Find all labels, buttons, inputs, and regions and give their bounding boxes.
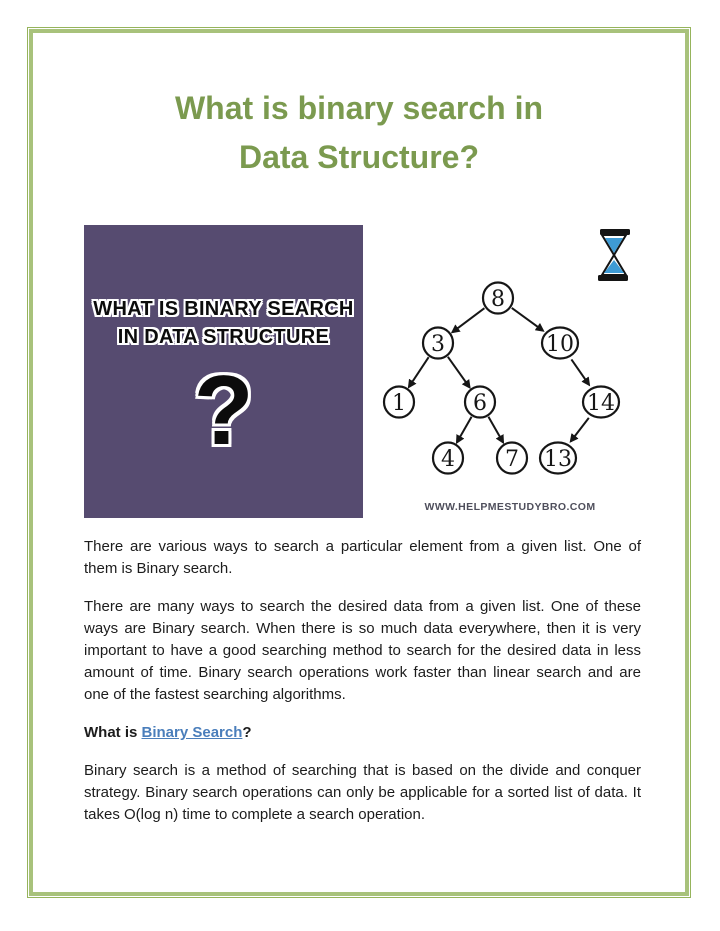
tree-node-label-3: 3 [431,332,445,357]
article-thumbnail [84,225,363,518]
thumbnail-heading [84,295,363,351]
paragraph-3: Binary search is a method of searching that is based on the divide and conquer strategy. Binary search operations can only be applicable for a sorted list of data. It takes O(log n) time to complete a search operation. [84,762,641,823]
tree-edge-3-1 [409,357,429,387]
tree-edge-10-14 [571,359,589,384]
watermark-text: WWW.HELPMESTUDYBRO.COM [424,501,596,513]
tree-edge-3-6 [448,357,470,387]
binary-tree-svg [380,278,640,478]
tree-node-label-6: 6 [473,391,487,416]
tree-node-label-8: 8 [491,287,505,312]
tree-node-label-4: 4 [441,447,455,472]
paragraph-2: There are many ways to search the desired data from a given list. One of these ways are Binary search. When there is so much data everywhere, then it is very important to have a good searching method to search for the desired data in less amount of time. Binary search operations work faster than linear search and are one of the fastest searching algorithms. [84,598,641,703]
tree-node-label-7: 7 [505,447,519,472]
section-question [84,722,641,744]
hourglass-top-cap [600,229,630,235]
binary-search-link[interactable]: Binary Search [141,724,243,741]
question-suffix: ? [242,724,252,741]
page-title-line1: What is binary search in [174,90,544,126]
tree-node-label-13: 13 [544,447,572,472]
hourglass-icon [597,228,631,282]
question-prefix: What is [84,724,142,741]
tree-node-label-14: 14 [587,391,615,416]
tree-edge-6-7 [488,417,503,443]
tree-node-label-10: 10 [546,332,574,357]
tree-edge-14-13 [571,418,589,441]
thumbnail-heading-line1: WHAT IS BINARY SEARCH [93,298,354,320]
article-body [84,536,641,842]
tree-edge-8-3 [452,308,484,332]
page-title [27,84,691,182]
tree-edge-6-4 [457,417,472,443]
page-title-line2: Data Structure? [238,139,480,175]
thumbnail-heading-line2: IN DATA STRUCTURE [117,326,330,348]
tree-node-label-1: 1 [392,391,406,416]
tree-edge-8-10 [512,308,543,331]
paragraph-1: There are various ways to search a particular element from a given list. One of them is Binary search. [84,538,641,577]
question-mark-graphic: ? [193,355,254,465]
